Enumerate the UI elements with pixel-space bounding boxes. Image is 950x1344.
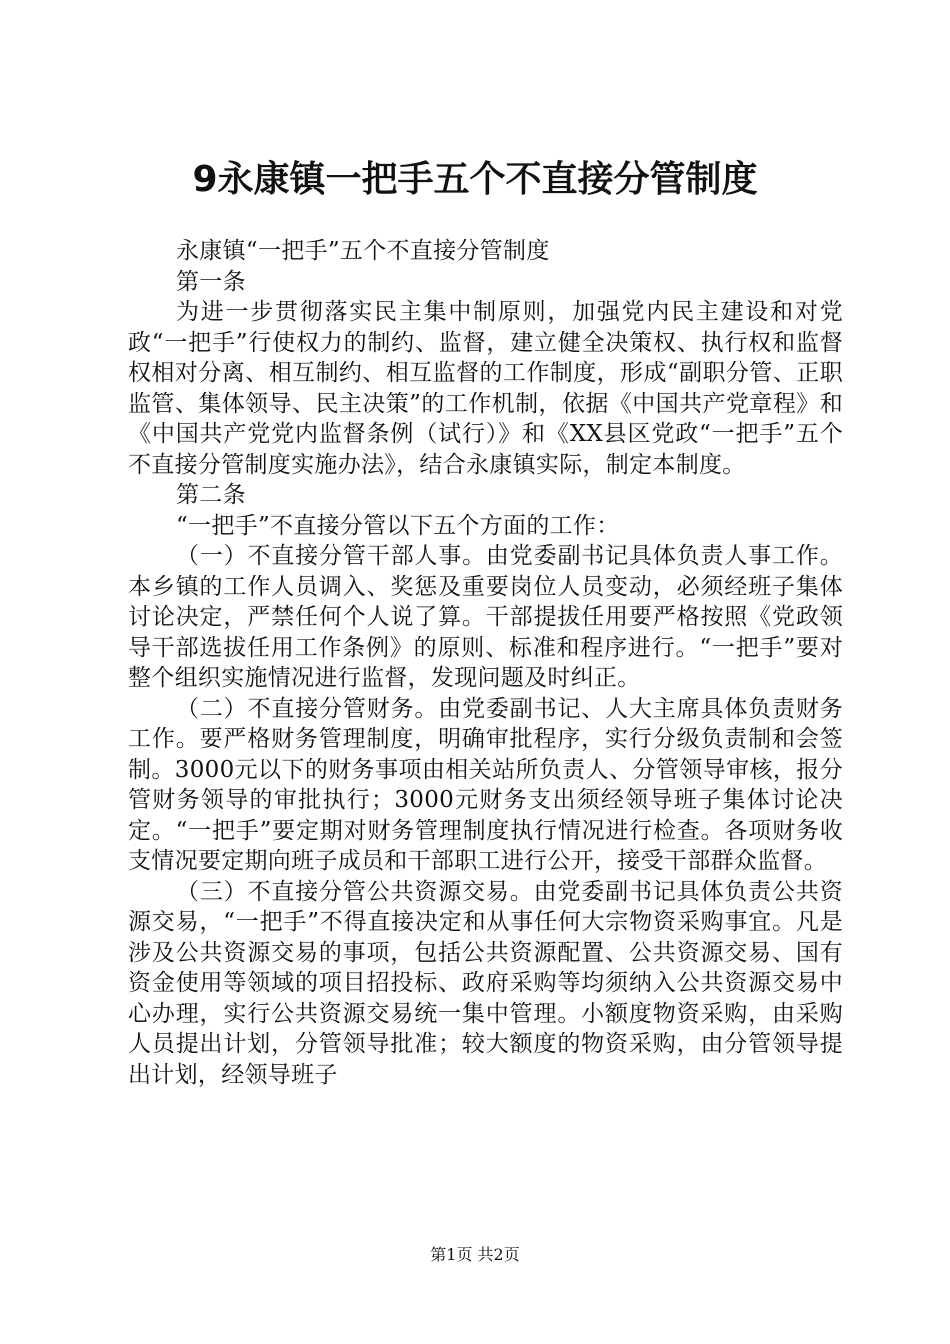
body-paragraph: （一）不直接分管干部人事。由党委副书记具体负责人事工作。本乡镇的工作人员调入、奖惩及重要岗位人员变动，必须经班子集体讨论决定，严禁任何个人说了算。干部提拔任用要严格按照《党政领导干部选拔任用工作条例》的原则、标准和程序进行。“一把手”要对整个组织实施情况进行监督，发现问题及时纠正。 [128,543,843,691]
body-paragraph: “一把手”不直接分管以下五个方面的工作： [176,512,620,539]
body-paragraph: （三）不直接分管公共资源交易。由党委副书记具体负责公共资源交易，“一把手”不得直接决定和从事任何大宗物资采购事宜。凡是涉及公共资源交易的事项，包括公共资源配置、公共资源交易、国有资金使用等领域的项目招投标、政府采购等均须纳入公共资源交易中心办理，实行公共资源交易统一集中管理。小额度物资采购，由采购人员提出计划，分管领导批准；较大额度的物资采购，由分管领导提出计划，经领导班子 [128,878,843,1088]
body-paragraph: （二）不直接分管财务。由党委副书记、人大主席具体负责财务工作。要严格财务管理制度，明确审批程序，实行分级负责制和会签制。3000元以下的财务事项由相关站所负责人、分管领导审核，报分管财务领导的审批执行；3000元财务支出须经领导班子集体讨论决定。“一把手”要定期对财务管理制度执行情况进行检查。各项财务收支情况要定期向班子成员和干部职工进行公开，接受干部群众监督。 [128,695,843,874]
article-heading-2: 第二条 [176,482,246,508]
subtitle-paragraph: 永康镇“一把手”五个不直接分管制度 [176,238,550,264]
page-footer: 第1页 共2页 [430,1245,520,1264]
document-body [128,236,843,1090]
document-title: 9永康镇一把手五个不直接分管制度 [192,159,758,200]
body-paragraph: 为进一步贯彻落实民主集中制原则，加强党内民主建设和对党政“一把手”行使权力的制约、监督，建立健全决策权、执行权和监督权相对分离、相互制约、相互监督的工作制度，形成“副职分管、正职监管、集体领导、民主决策”的工作机制，依据《中国共产党章程》和《中国共产党党内监督条例（试行）》和《XX县区党政“一把手”五个不直接分管制度实施办法》，结合永康镇实际，制定本制度。 [128,299,843,478]
article-heading-1: 第一条 [176,268,246,295]
